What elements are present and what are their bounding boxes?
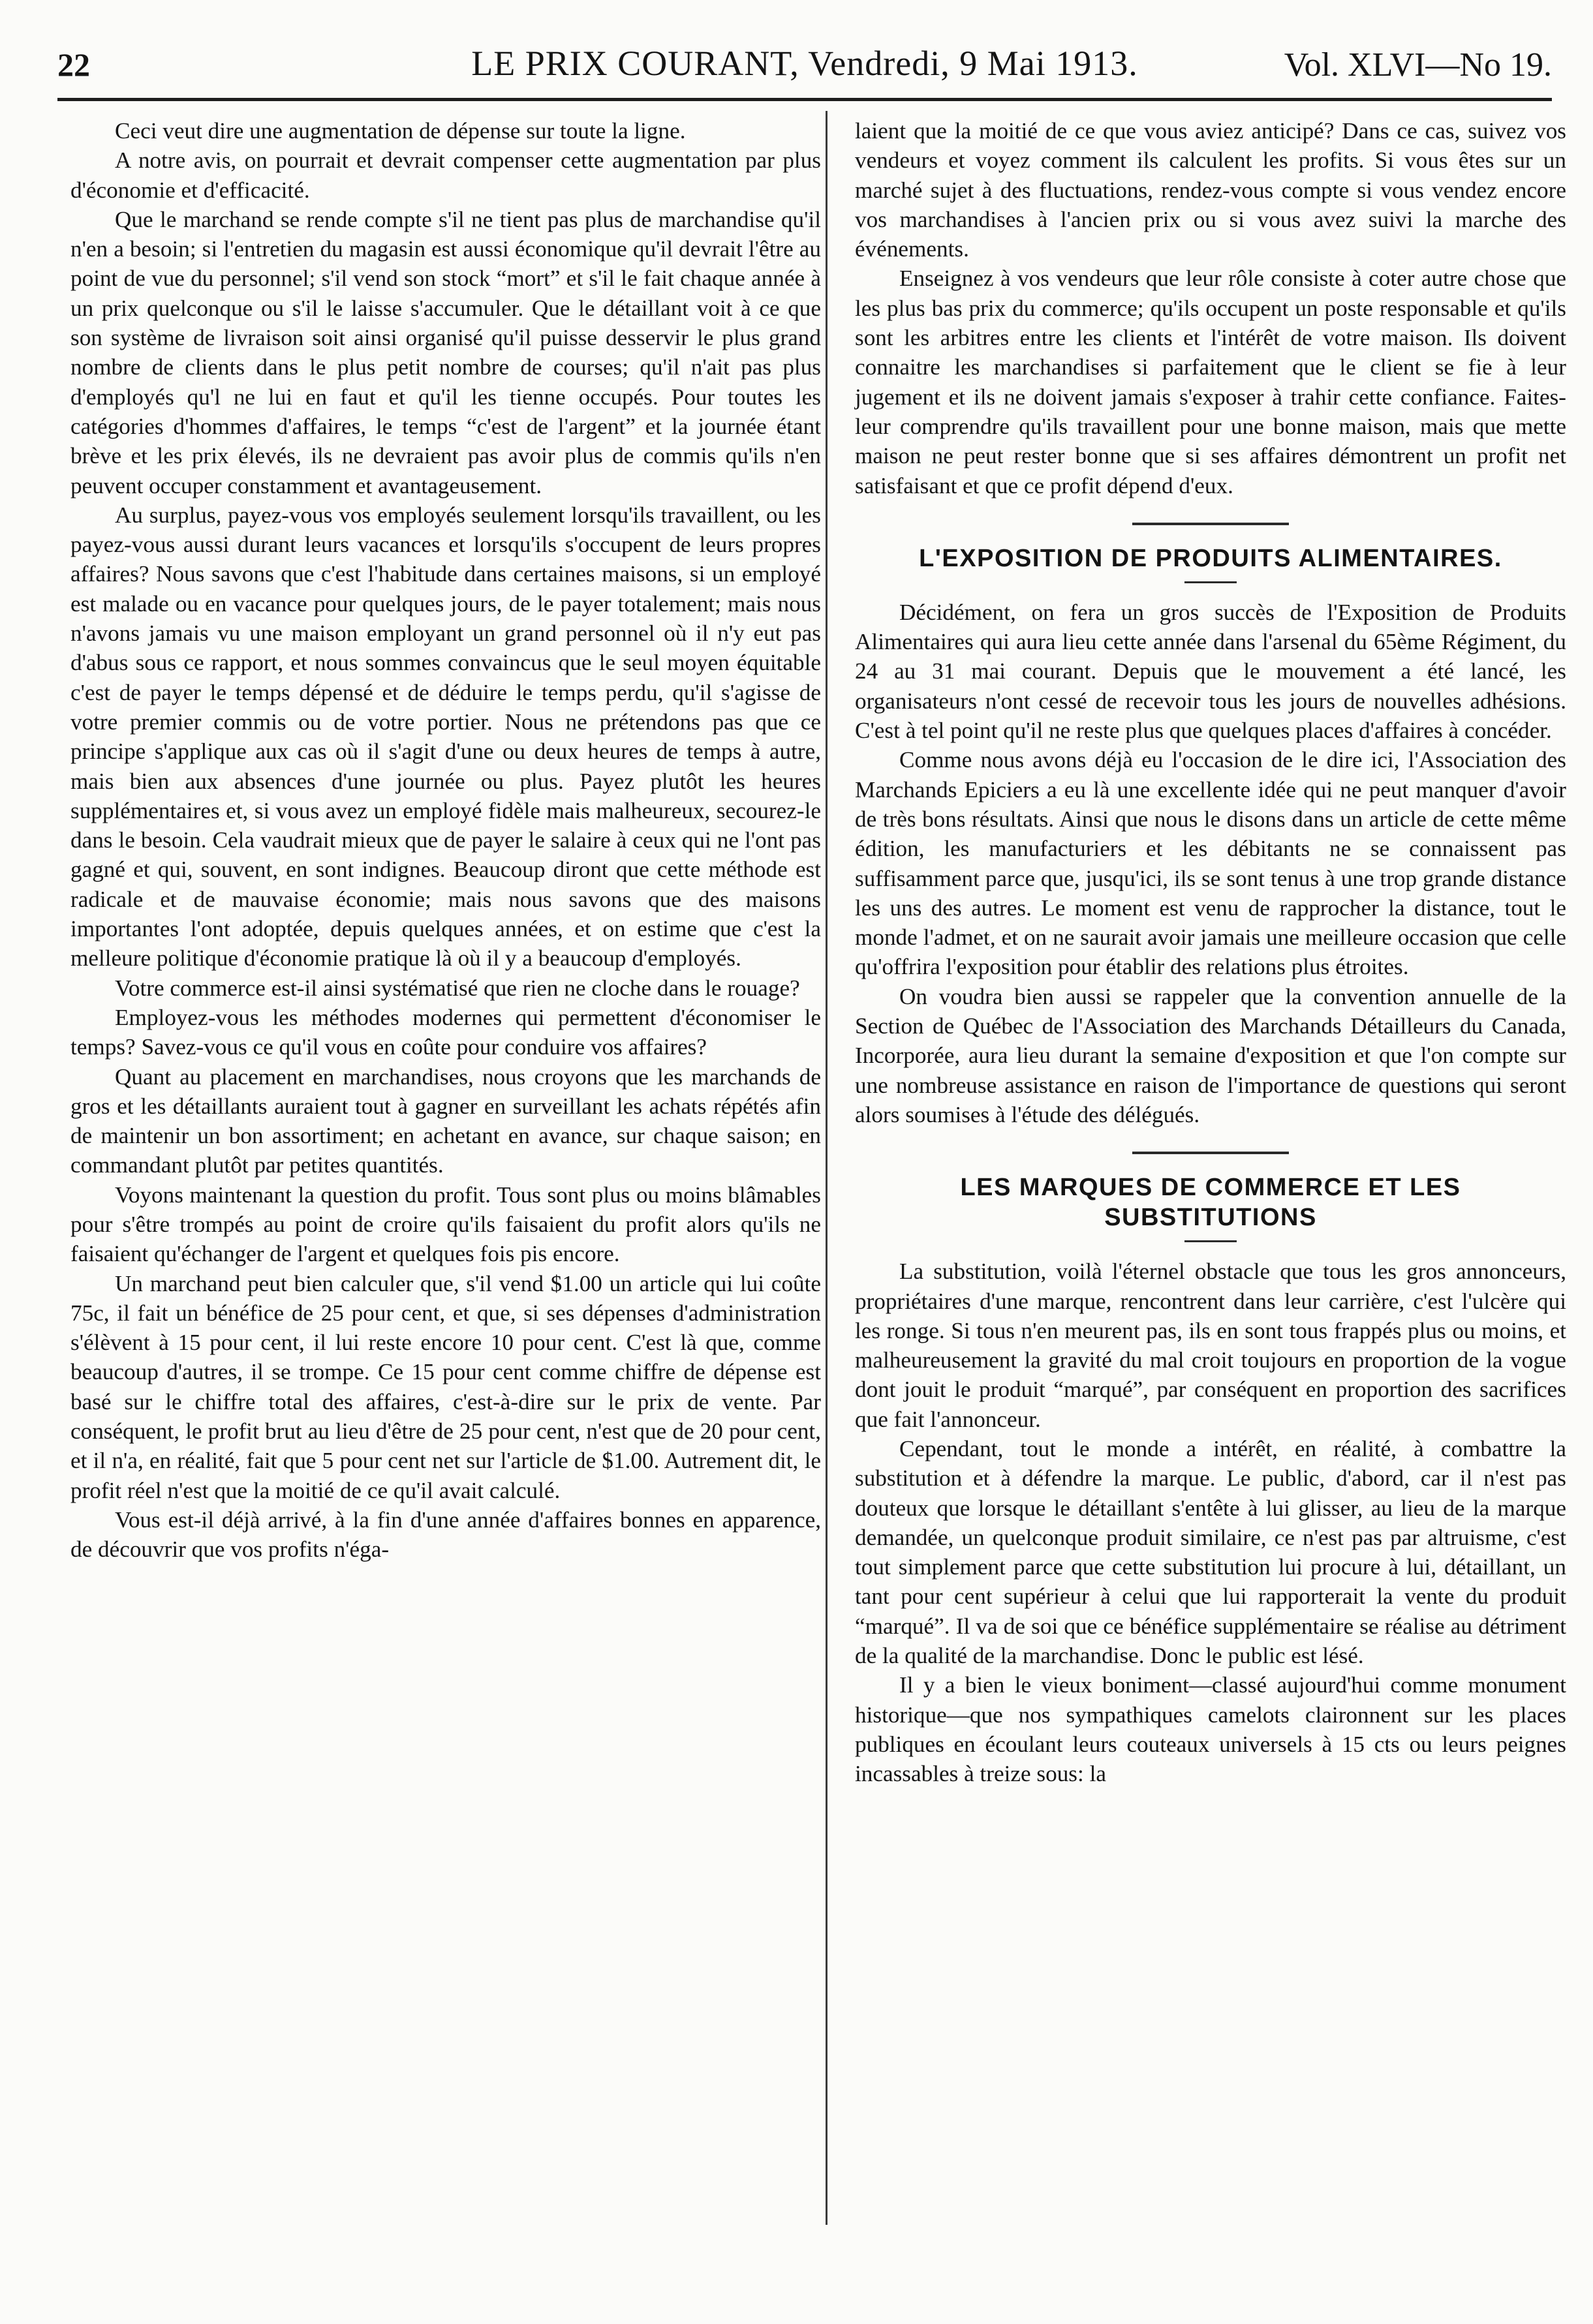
paragraph: La substitution, voilà l'éternel obstacle que tous les gros annonceurs, propriétaires d'une marque, rencontrent dans leur carrière, c'est l'ulcère qui les ronge. Si tous n'en meurent pas, ils en sont tous frappés plus ou moins, et malheureusement la gravité du mal croit toujours en proportion de la vogue dont jouit le produit “marqué”, par conséquent en proportion des sacrifices que fait l'annonceur.	[855, 1259, 1566, 1432]
volume-number: Vol. XLVI—No 19.	[1284, 46, 1552, 84]
paragraph: A notre avis, on pourrait et devrait compenser cette augmentation par plus d'économie et d'efficacité.	[70, 147, 821, 203]
paragraph: Cependant, tout le monde a intérêt, en réalité, à combattre la substitution et à défendre la marque. Le public, d'abord, car il n'est pas douteux que lorsque le détaillant s'entête à lui glisser, au lieu de la marque demandée, un quelconque produit similaire, ce n'est pas par altruisme, c'est tout simplement parce que cette substitution lui procure à lui, détaillant, un tant pour cent supérieur à celui que lui rapporterait la vente du produit “marqué”. Il va de soi que ce bénéfice supplémentaire se réalise au détriment de la qualité de la marchandise. Donc le public est lésé.	[855, 1435, 1566, 1669]
paragraph: On voudra bien aussi se rappeler que la convention annuelle de la Section de Québec de l'Association des Marchands Détailleurs du Canada, Incorporée, aura lieu durant la semaine d'exposition et que l'on compte sur une nombreuse assistance en raison de l'importance de questions qui seront alors soumises à l'étude des délégués.	[855, 983, 1566, 1127]
paragraph: Un marchand peut bien calculer que, s'il vend $1.00 un article qui lui coûte 75c, il fait un bénéfice de 25 pour cent, et que, si ses dépenses d'administration s'élèvent à 15 pour cent, il lui reste encore 10 pour cent. C'est là que, comme beaucoup d'autres, il se trompe. Ce 15 pour cent comme chiffre de dépense est basé sur le chiffre total des affaires, c'est-à-dire sur le prix de vente. Par conséquent, le profit brut au lieu d'être de 25 pour cent, n'est que de 20 pour cent, et il n'a, en réalité, fait que 5 pour cent net sur l'article de $1.00. Autrement dit, le profit réel n'est que la moitié de ce qu'il avait calculé.	[70, 1270, 821, 1503]
paragraph: Au surplus, payez-vous vos employés seulement lorsqu'ils travaillent, ou les payez-vous aussi durant leurs vacances et lorsqu'ils s'occupent de leurs propres affaires? Nous savons que c'est l'habitude dans certaines maisons, si un employé est malade ou en vacance pour quelques jours, de le payer totalement; mais nous n'avons jamais vu une maison employant un grand personnel où il n'y eut pas d'abus sous ce rapport, et nous sommes convaincus que le seul moyen équitable c'est de payer le temps dépensé et de déduire le temps perdu, qu'il s'agisse de votre premier commis ou de votre portier. Nous ne prétendons pas que ce principe s'applique aux cas où il s'agit d'une ou deux heures de temps à autre, mais bien aux absences d'une journée ou plus. Payez plutôt les heures supplémentaires et, si vous avez un employé fidèle mais malheureux, secourez-le dans le besoin. Cela vaudrait mieux que de payer le salaire à ceux qui ne l'ont pas gagné et qui, souvent, en sont indignes. Beaucoup diront que cette méthode est radicale et de mauvaise économie; mais nous savons que des maisons importantes l'ont adoptée, depuis quelques années, et on estime que c'est la melleure politique d'économie pratique là où il y a beaucoup d'employés.	[70, 502, 821, 971]
paragraph: Votre commerce est-il ainsi systématisé que rien ne cloche dans le rouage?	[115, 975, 800, 1001]
right-column	[855, 116, 1566, 1789]
page-number: 22	[57, 46, 90, 83]
paragraph: Ceci veut dire une augmentation de dépense sur toute la ligne.	[115, 118, 686, 144]
publication-title: LE PRIX COURANT, Vendredi, 9 Mai 1913.	[471, 44, 1138, 83]
marques-heading: LES MARQUES DE COMMERCE ET LES SUBSTITUTIONS	[960, 1174, 1461, 1232]
left-column	[70, 116, 821, 1565]
paragraph: Quant au placement en marchandises, nous croyons que les marchands de gros et les détaillants auraient tout à gagner en surveillant les achats répétés afin de maintenir un bon assortiment; en achetant en avance, sur chaque saison; en commandant plutôt par petites quantités.	[70, 1063, 821, 1178]
column-divider	[826, 111, 827, 2225]
paragraph: Décidément, on fera un gros succès de l'Exposition de Produits Alimentaires qui aura lieu cette année dans l'arsenal du 65ème Régiment, du 24 au 31 mai courant. Depuis que le mouvement a été lancé, les organisateurs n'ont cessé de recevoir tous les jours de nouvelles adhésions. C'est à tel point qu'il ne reste plus que quelques places d'affaires à concéder.	[855, 599, 1566, 744]
paragraph: Vous est-il déjà arrivé, à la fin d'une année d'affaires bonnes en apparence, de découvrir que vos profits n'éga-	[70, 1506, 821, 1563]
paragraph: Il y a bien le vieux boniment—classé aujourd'hui comme monument historique—que nos sympathiques camelots claironnent sur les places publiques en écoulant leurs couteaux universels à 15 cts ou leurs peignes incassables à treize sous: la	[855, 1672, 1566, 1787]
continued-paragraph: laient que la moitié de ce que vous aviez anticipé? Dans ce cas, suivez vos vendeurs et voyez comment ils calculent les profits. Si vous êtes sur un marché sujet à des fluctuations, rendez-vous compte si vous vendez encore vos marchandises à l'ancien prix ou si vous avez suivi la marche des événements.	[855, 118, 1566, 262]
paragraph: Voyons maintenant la question du profit. Tous sont plus ou moins blâmables pour s'être trompés au point de croire qu'ils faisaient du profit alors qu'ils ne faisaient qu'échanger de l'argent et quelques fois pis encore.	[70, 1182, 821, 1267]
paragraph: Comme nous avons déjà eu l'occasion de le dire ici, l'Association des Marchands Epiciers a eu là une excellente idée qui ne peut manquer d'avoir de très bons résultats. Ainsi que nous le disons dans un article de cette même édition, les manufacturiers et les débitants ne se connaissent pas suffisamment parce que, jusqu'ici, ils se sont tenus à une trop grande distance les uns des autres. Le moment est venu de rapprocher la distance, tout le monde l'admet, et on ne saurait avoir jamais une meilleure occasion que celle qu'offrira l'exposition pour établir des relations plus étroites.	[855, 747, 1566, 980]
paragraph: Que le marchand se rende compte s'il ne tient pas plus de marchandise qu'il n'en a besoin; si l'entretien du magasin est aussi économique qu'il devrait l'être au point de vue du personnel; s'il vend son stock “mort” et s'il le fait chaque année à un prix quelconque ou s'il le laisse s'accumuler. Que le détaillant voit à ce que son système de livraison soit ainsi organisé qu'il puisse desservir le plus grand nombre de clients dans le plus petit nombre de courses; qu'il n'ait pas plus d'employés qu'l ne lui en faut et qu'il les tienne occupés. Pour toutes les catégories d'hommes d'affaires, le temps “c'est de l'argent” et la journée étant brève et les prix élevés, ils ne devraient pas avoir plus de commis qu'ils n'en peuvent occuper constamment et avantageusement.	[70, 206, 821, 498]
exposition-heading: L'EXPOSITION DE PRODUITS ALIMENTAIRES.	[919, 544, 1502, 572]
paragraph: Enseignez à vos vendeurs que leur rôle consiste à coter autre chose que les plus bas prix du commerce; qu'ils occupent un poste responsable et qu'ils sont les arbitres entre les clients et l'intérêt de votre maison. Ils doivent connaitre les marchandises si parfaitement que le client se fie à leur jugement et ils ne doivent jamais s'exposer à trahir cette confiance. Faites-leur comprendre qu'ils travaillent pour une bonne maison, mais que mette maison ne peut rester bonne que si ses affaires démontrent un profit net satisfaisant et que ce profit dépend d'eux.	[855, 266, 1566, 498]
header-rule	[57, 98, 1552, 101]
paragraph: Employez-vous les méthodes modernes qui permettent d'économiser le temps? Savez-vous ce qu'il vous en coûte pour conduire vos affaires?	[70, 1004, 821, 1060]
running-header	[57, 40, 1552, 97]
